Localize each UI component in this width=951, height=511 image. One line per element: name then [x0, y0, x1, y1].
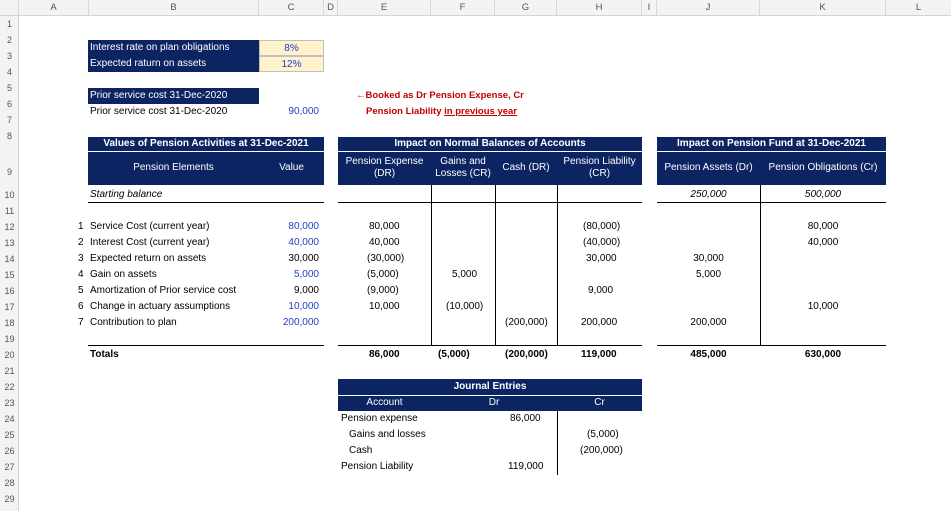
- starting-obligations-value: 500,000: [804, 189, 842, 200]
- pension-expense-cell[interactable]: 10,000: [369, 301, 400, 312]
- cash-header: Cash (DR): [495, 151, 557, 185]
- journal-dr-header: Dr: [431, 395, 557, 411]
- item-number: 1: [78, 221, 84, 232]
- row-header[interactable]: 4: [6, 67, 12, 77]
- item-number: 4: [78, 269, 84, 280]
- pension-expense-cell[interactable]: 80,000: [369, 221, 400, 232]
- interest-rate-input[interactable]: 8%: [259, 40, 324, 56]
- total-pension-expense[interactable]: 86,000: [369, 349, 400, 360]
- item-value[interactable]: 5,000: [293, 269, 319, 280]
- total-pension-assets[interactable]: 485,000: [690, 349, 727, 360]
- item-number: 2: [78, 237, 84, 248]
- border-line: [338, 345, 642, 346]
- item-value[interactable]: 10,000: [288, 301, 319, 312]
- journal-account: Pension Liability: [341, 461, 414, 472]
- row-header[interactable]: 6: [6, 99, 12, 109]
- column-header-e[interactable]: E: [338, 0, 431, 16]
- item-label: Amortization of Prior service cost: [90, 285, 237, 296]
- journal-title: Journal Entries: [338, 379, 642, 395]
- item-label: Service Cost (current year): [90, 221, 210, 232]
- item-value[interactable]: 200,000: [282, 317, 319, 328]
- border-line: [88, 345, 324, 346]
- journal-account-header: Account: [338, 395, 431, 411]
- item-label: Expected return on assets: [90, 253, 207, 264]
- fund-table-title: Impact on Pension Fund at 31-Dec-2021: [657, 137, 886, 151]
- row-header[interactable]: 29: [4, 494, 15, 504]
- row-header[interactable]: 23: [4, 398, 15, 408]
- row-header[interactable]: 19: [4, 334, 15, 344]
- row-header[interactable]: 14: [4, 254, 15, 264]
- prior-service-label: Prior service cost 31-Dec-2020: [90, 106, 228, 117]
- pension-expense-cell[interactable]: (5,000): [367, 269, 399, 280]
- row-header[interactable]: 1: [6, 19, 12, 29]
- border-line: [557, 411, 558, 475]
- expected-return-label: Expected raturn on assets: [88, 56, 259, 72]
- row-header[interactable]: 27: [4, 462, 15, 472]
- values-table-title: Values of Pension Activities at 31-Dec-2021: [88, 137, 324, 151]
- row-header[interactable]: 7: [6, 115, 12, 125]
- pension-elements-header: Pension Elements: [88, 151, 259, 185]
- item-number: 7: [78, 317, 84, 328]
- item-label: Contribution to plan: [90, 317, 177, 328]
- column-header-k[interactable]: K: [760, 0, 886, 16]
- pension-liability-cell[interactable]: 9,000: [588, 285, 614, 296]
- border-line: [760, 185, 761, 345]
- item-label: Change in actuary assumptions: [90, 301, 231, 312]
- row-header[interactable]: 20: [4, 350, 15, 360]
- interest-rate-label: Interest rate on plan obligations: [88, 40, 259, 56]
- pension-liability-header: Pension Liability (CR): [557, 151, 642, 185]
- gains-losses-cell[interactable]: (10,000): [446, 301, 484, 312]
- header-divider: [657, 151, 886, 152]
- item-number: 5: [78, 285, 84, 296]
- journal-account: Gains and losses: [349, 429, 426, 440]
- total-gains-losses[interactable]: (5,000): [438, 349, 470, 360]
- note-underlined-text: in previous year: [444, 106, 517, 117]
- note-line-1: ←Booked as Dr Pension Expense, Cr: [356, 90, 524, 101]
- starting-balance-label: Starting balance: [90, 189, 163, 200]
- item-label: Interest Cost (current year): [90, 237, 210, 248]
- row-header[interactable]: 17: [4, 302, 15, 312]
- column-header-a[interactable]: A: [19, 0, 89, 16]
- column-header-l[interactable]: L: [915, 2, 922, 13]
- row-header[interactable]: 28: [4, 478, 15, 488]
- journal-dr[interactable]: 119,000: [508, 461, 544, 472]
- expected-return-input[interactable]: 12%: [259, 56, 324, 72]
- row-header[interactable]: 24: [4, 414, 15, 424]
- row-header[interactable]: 10: [4, 190, 15, 200]
- starting-assets-value: 250,000: [690, 189, 727, 200]
- prior-service-header: Prior service cost 31-Dec-2020: [88, 88, 259, 104]
- row-header[interactable]: 22: [4, 382, 15, 392]
- item-value[interactable]: 40,000: [288, 237, 319, 248]
- row-header[interactable]: 15: [4, 270, 15, 280]
- journal-account: Cash: [349, 445, 373, 456]
- impact-table-title: Impact on Normal Balances of Accounts: [338, 137, 642, 151]
- header-divider: [338, 151, 642, 152]
- border-line: [557, 185, 558, 345]
- prior-service-value[interactable]: 90,000: [288, 106, 319, 117]
- row-header[interactable]: 26: [4, 446, 15, 456]
- journal-dr[interactable]: 86,000: [510, 413, 541, 424]
- total-pension-liability[interactable]: 119,000: [581, 349, 617, 360]
- column-header-f[interactable]: F: [431, 0, 495, 16]
- pension-assets-cell[interactable]: 200,000: [690, 317, 727, 328]
- row-header[interactable]: 2: [6, 35, 12, 45]
- row-header[interactable]: 13: [4, 238, 15, 248]
- pension-liability-cell[interactable]: (40,000): [583, 237, 621, 248]
- pension-obligations-cell[interactable]: 80,000: [807, 221, 839, 232]
- pension-obligations-cell[interactable]: 40,000: [807, 237, 839, 248]
- gains-losses-cell[interactable]: 5,000: [452, 269, 478, 280]
- border-line: [657, 202, 886, 203]
- pension-liability-cell[interactable]: 200,000: [581, 317, 618, 328]
- row-header[interactable]: 5: [6, 83, 12, 93]
- row-header[interactable]: 21: [4, 366, 15, 376]
- border-line: [657, 345, 886, 346]
- column-header-c[interactable]: C: [259, 0, 324, 16]
- journal-cr[interactable]: (200,000): [580, 445, 623, 456]
- note-line-2: Pension Liability in previous year: [366, 106, 517, 117]
- pension-expense-cell[interactable]: (9,000): [367, 285, 399, 296]
- pension-assets-cell[interactable]: 30,000: [693, 253, 724, 264]
- header-divider: [88, 151, 324, 152]
- item-number: 3: [78, 253, 84, 264]
- column-header-h[interactable]: H: [557, 0, 642, 16]
- column-header-j[interactable]: J: [657, 0, 760, 16]
- border-line: [431, 185, 432, 345]
- pension-expense-cell[interactable]: (30,000): [367, 253, 405, 264]
- total-cash[interactable]: (200,000): [505, 349, 548, 360]
- row-header-bar: [0, 16, 19, 511]
- column-header-g[interactable]: G: [495, 0, 557, 16]
- pension-assets-header: Pension Assets (Dr): [657, 151, 760, 185]
- item-value[interactable]: 80,000: [288, 221, 319, 232]
- item-label: Gain on assets: [90, 269, 157, 280]
- column-header-bar: [0, 0, 951, 16]
- journal-cr[interactable]: (5,000): [587, 429, 619, 440]
- pension-obligations-header: Pension Obligations (Cr): [760, 151, 886, 185]
- border-line: [88, 202, 324, 203]
- row-header[interactable]: 9: [6, 167, 12, 177]
- row-header[interactable]: 3: [6, 51, 12, 61]
- item-number: 6: [78, 301, 84, 312]
- row-header[interactable]: 18: [4, 318, 15, 328]
- journal-account: Pension expense: [341, 413, 418, 424]
- row-header[interactable]: 25: [4, 430, 15, 440]
- border-line: [495, 185, 496, 345]
- row-header[interactable]: 16: [4, 286, 15, 296]
- select-all-corner[interactable]: [0, 0, 19, 16]
- row-header[interactable]: 12: [4, 222, 15, 232]
- totals-label: Totals: [90, 349, 119, 360]
- row-header[interactable]: 11: [4, 206, 15, 216]
- column-header-d[interactable]: D: [324, 0, 338, 16]
- pension-obligations-cell[interactable]: 10,000: [807, 301, 839, 312]
- item-value[interactable]: 9,000: [293, 285, 319, 296]
- total-pension-obligations[interactable]: 630,000: [804, 349, 842, 360]
- header-divider: [338, 395, 642, 396]
- item-value[interactable]: 30,000: [288, 253, 319, 264]
- journal-cr-header: Cr: [557, 395, 642, 411]
- pension-expense-cell[interactable]: 40,000: [369, 237, 400, 248]
- border-line: [338, 202, 642, 203]
- column-header-i[interactable]: I: [642, 0, 657, 16]
- pension-expense-header: Pension Expense (DR): [338, 151, 431, 185]
- column-header-b[interactable]: B: [89, 0, 259, 16]
- row-header[interactable]: 8: [6, 131, 12, 141]
- pension-liability-cell[interactable]: 30,000: [586, 253, 617, 264]
- cash-cell[interactable]: (200,000): [505, 317, 548, 328]
- pension-assets-cell[interactable]: 5,000: [695, 269, 722, 280]
- pension-liability-cell[interactable]: (80,000): [583, 221, 621, 232]
- value-header: Value: [259, 151, 324, 185]
- gains-losses-header: Gains and Losses (CR): [431, 151, 495, 185]
